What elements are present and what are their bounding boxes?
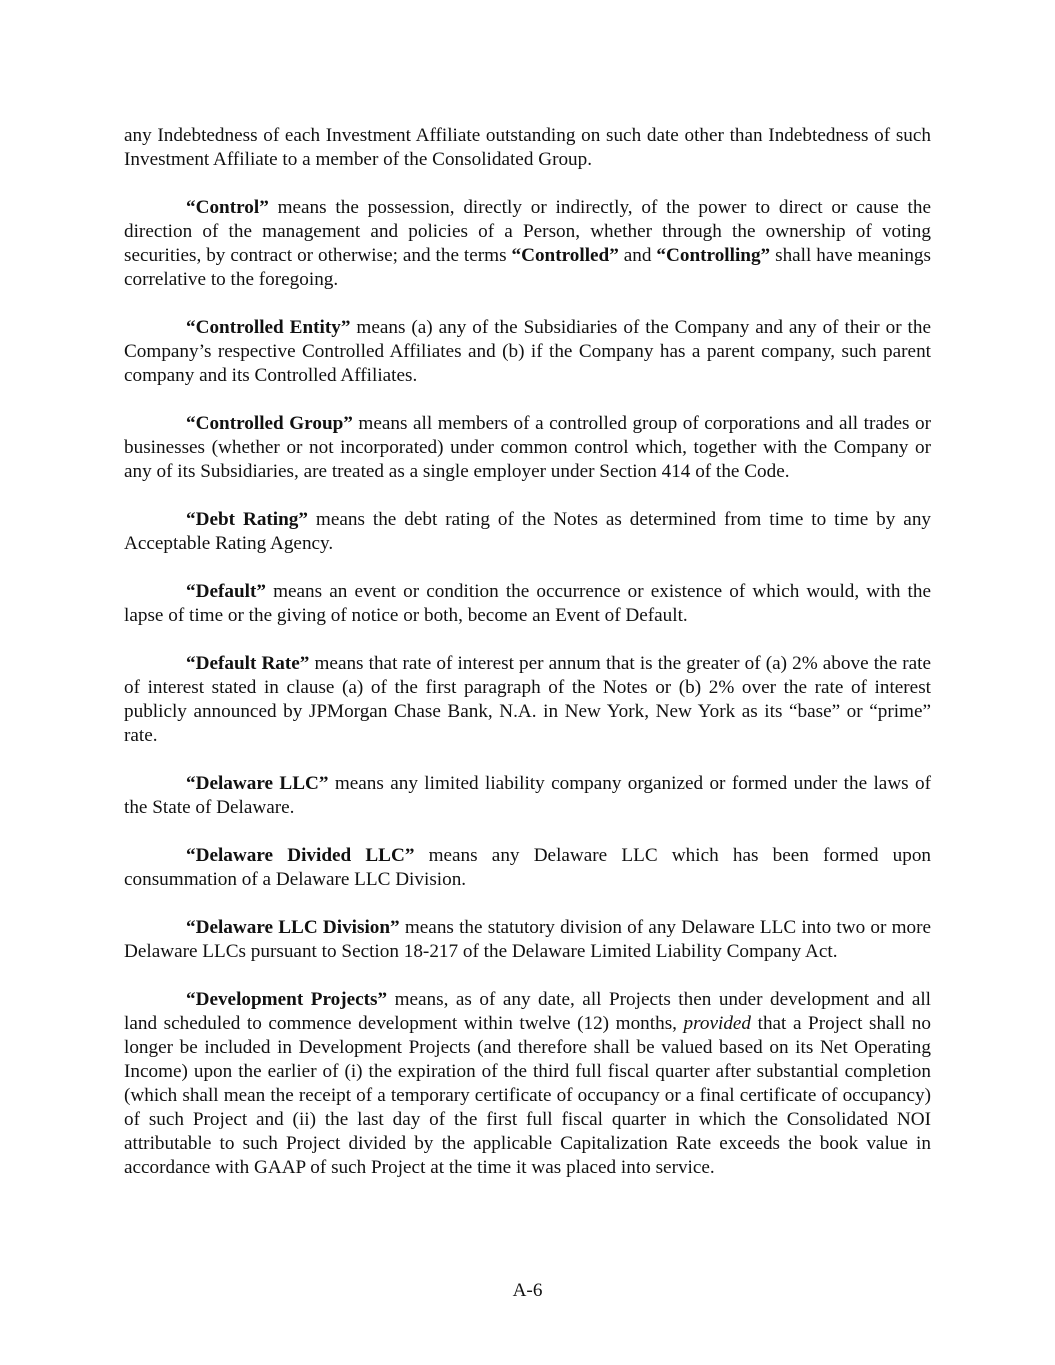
definition-text: and <box>618 245 657 266</box>
definition-text: shall have meanings correlative to the foregoing. <box>124 245 931 290</box>
definition-development-projects <box>124 988 931 1180</box>
definition-default <box>124 580 931 628</box>
definition-text: means all members of a controlled group of corporations and all trades or businesses (whether or not incorporated) under common control which, together with the Company or any of its Subsidiaries, are treated as a single employer under Section 414 of the Code. <box>124 413 932 482</box>
definition-text: means any Delaware LLC which has been formed upon consummation of a Delaware LLC Division. <box>124 845 932 890</box>
definition-text: means that rate of interest per annum that is the greater of (a) 2% above the rate of interest stated in clause (a) of the first paragraph of the Notes or (b) 2% over the rate of interest publicly announced by JPMorgan Chase Bank, N.A. in New York, New York as its “base” or “prime” rate. <box>124 653 931 746</box>
defined-term: “Debt Rating” <box>186 509 308 530</box>
defined-term: “Controlling” <box>656 245 771 266</box>
definition-text: means, as of any date, all Projects then under development and all land scheduled to commence development within twelve (12) months, <box>124 989 931 1034</box>
definition-control <box>124 196 931 292</box>
definition-controlled-group <box>124 412 931 484</box>
defined-term: “Control” <box>186 197 269 218</box>
definition-text: means an event or condition the occurrence or existence of which would, with the lapse of time or the giving of notice or both, become an Event of Default. <box>124 581 931 626</box>
page-number: A-6 <box>512 1280 543 1301</box>
defined-term: “Delaware LLC Division” <box>186 917 400 938</box>
definition-text: means the debt rating of the Notes as determined from time to time by any Acceptable Rating Agency. <box>124 509 932 554</box>
definition-debt-rating <box>124 508 931 556</box>
emphasized-word: provided <box>683 1013 752 1034</box>
defined-term: “Controlled Entity” <box>186 317 351 338</box>
definition-text: means (a) any of the Subsidiaries of the Company and any of their or the Company’s respective Controlled Affiliates and (b) if the Company has a parent company, such parent company and its Controlled Affiliates. <box>124 317 931 386</box>
continuation-paragraph: any Indebtedness of each Investment Affiliate outstanding on such date other than Indebtedness of such Investment Affiliate to a member of the Consolidated Group. <box>124 125 931 170</box>
definition-text: means the statutory division of any Delaware LLC into two or more Delaware LLCs pursuant to Section 18-217 of the Delaware Limited Liability Company Act. <box>124 917 931 962</box>
defined-term: “Default” <box>186 581 266 602</box>
defined-term: “Development Projects” <box>186 989 388 1010</box>
defined-term: “Delaware Divided LLC” <box>186 845 415 866</box>
defined-term: “Controlled” <box>511 245 619 266</box>
defined-term: “Controlled Group” <box>186 413 353 434</box>
definition-text: that a Project shall no longer be included in Development Projects (and therefore shall be valued based on its Net Operating Income) upon the earlier of (i) the expiration of the third full fiscal quarter after substantial completion (which shall mean the receipt of a temporary certificate of occupancy or a final certificate of occupancy) of such Project and (ii) the last day of the first full fiscal quarter in which the Consolidated NOI attributable to such Project divided by the applicable Capitalization Rate exceeds the book value in accordance with GAAP of such Project at the time it was placed into service. <box>124 1013 931 1178</box>
definition-default-rate <box>124 652 931 748</box>
definition-delaware-llc-division <box>124 916 931 964</box>
definition-delaware-llc <box>124 772 931 820</box>
document-page <box>124 124 931 1204</box>
definition-controlled-entity <box>124 316 931 388</box>
definition-text: means the possession, directly or indirectly, of the power to direct or cause the direction of the management and policies of a Person, whether through the ownership of voting securities, by contract or otherwise; and the terms <box>124 197 931 266</box>
definition-delaware-divided-llc <box>124 844 931 892</box>
defined-term: “Delaware LLC” <box>186 773 329 794</box>
definition-text: means any limited liability company organized or formed under the laws of the State of Delaware. <box>124 773 931 818</box>
defined-term: “Default Rate” <box>186 653 310 674</box>
